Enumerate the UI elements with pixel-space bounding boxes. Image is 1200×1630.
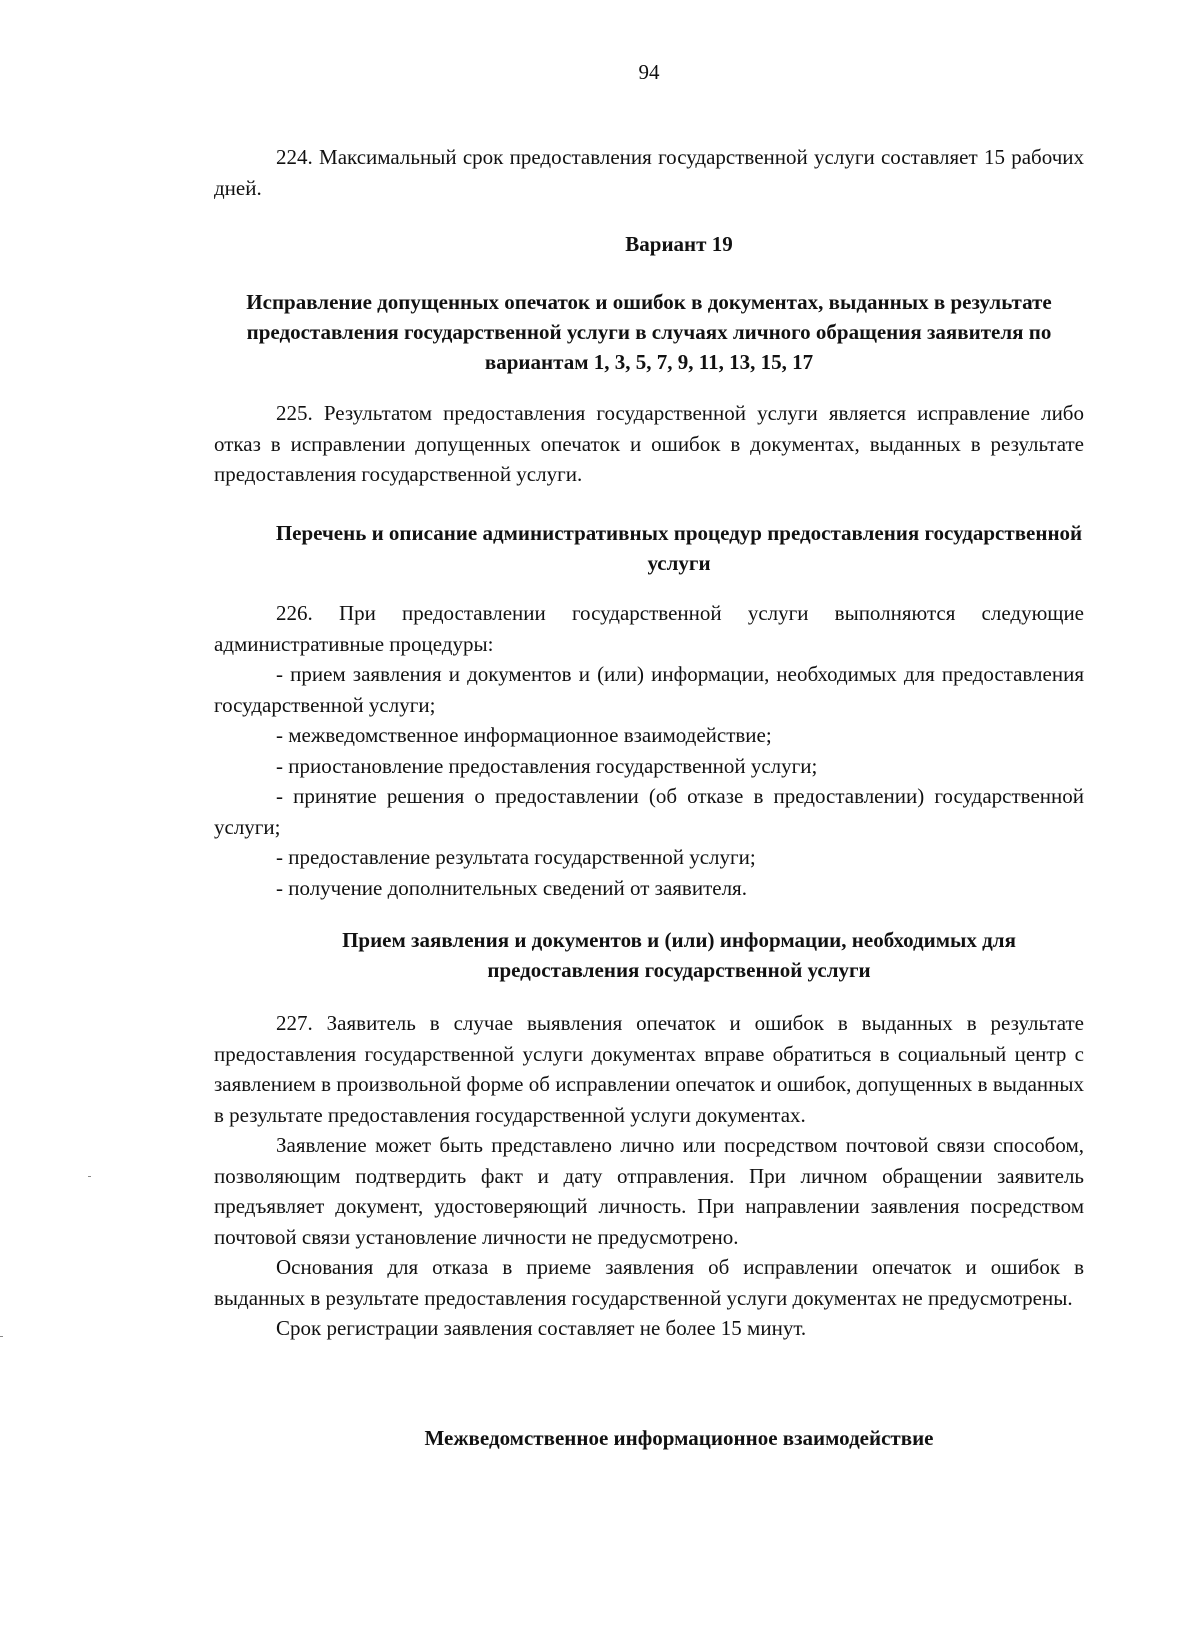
variant-heading-block: [214, 287, 1084, 377]
paragraph-227-term: Срок регистрации заявления составляет не более 15 минут.: [276, 1316, 807, 1340]
procedure-item: - предоставление результата государственной услуги;: [276, 845, 756, 869]
paragraph-224: [214, 142, 1084, 203]
interagency-heading: Межведомственное информационное взаимодействие: [424, 1426, 934, 1450]
procedure-item: - получение дополнительных сведений от заявителя.: [276, 875, 747, 900]
reception-heading-block: [214, 925, 1084, 985]
paragraph-227: [214, 1008, 1084, 1344]
paragraph-226-text: 226. При предоставлении государственной услуги выполняются следующие административные процедуры:: [214, 601, 1084, 656]
procedures-heading-block: [214, 518, 1084, 578]
paragraph-226: [214, 598, 1084, 903]
paragraph-227-submission: Заявление может быть представлено лично или посредством почтовой связи способом, позволяющим подтвердить факт и дату отправления. При личном обращении заявитель предъявляет документ, удостоверяющий личность. При направлении заявления посредством почтовой связи установление личности не предусмотрено.: [214, 1133, 1084, 1249]
interagency-heading-block: [214, 1423, 1084, 1453]
paragraph-225: [214, 398, 1084, 490]
page-number: 94: [638, 60, 660, 84]
variant-title: Вариант 19: [625, 232, 733, 256]
paragraph-227-grounds: Основания для отказа в приеме заявления об исправлении опечаток и ошибок в выданных в результате предоставления государственной услуги документах не предусмотрены.: [214, 1255, 1084, 1310]
reception-heading: Прием заявления и документов и (или) информации, необходимых для предоставления государственной услуги: [342, 928, 1016, 982]
procedure-item: - прием заявления и документов и (или) информации, необходимых для предоставления государственной услуги;: [214, 662, 1084, 717]
procedure-item: - межведомственное информационное взаимодействие;: [276, 723, 772, 747]
procedure-item: - принятие решения о предоставлении (об отказе в предоставлении) государственной услуги;: [214, 784, 1084, 839]
procedure-item: - приостановление предоставления государственной услуги;: [276, 753, 818, 778]
paragraph-227-text: 227. Заявитель в случае выявления опечаток и ошибок в выданных в результате предоставления государственной услуги документах вправе обратиться в социальный центр с заявлением в произвольной форме об исправлении опечаток и ошибок, допущенных в выданных в результате предоставления государственной услуги документах.: [214, 1011, 1084, 1127]
scan-artifact: [88, 1176, 91, 1177]
scan-artifact: [0, 1336, 3, 1337]
variant-title-block: [214, 229, 1084, 259]
paragraph-224-text: 224. Максимальный срок предоставления государственной услуги составляет 15 рабочих дней.: [214, 145, 1084, 200]
procedures-heading: Перечень и описание административных процедур предоставления государственной услуги: [275, 521, 1083, 575]
variant-heading: Исправление допущенных опечаток и ошибок в документах, выданных в результате предоставления государственной услуги в случаях личного обращения заявителя по вариантам 1, 3, 5, 7, 9, 11, 13, 15, 17: [246, 290, 1052, 374]
paragraph-225-text: 225. Результатом предоставления государственной услуги является исправление либо отказ в исправлении допущенных опечаток и ошибок в документах, выданных в результате предоставления государственной услуги.: [214, 401, 1084, 486]
